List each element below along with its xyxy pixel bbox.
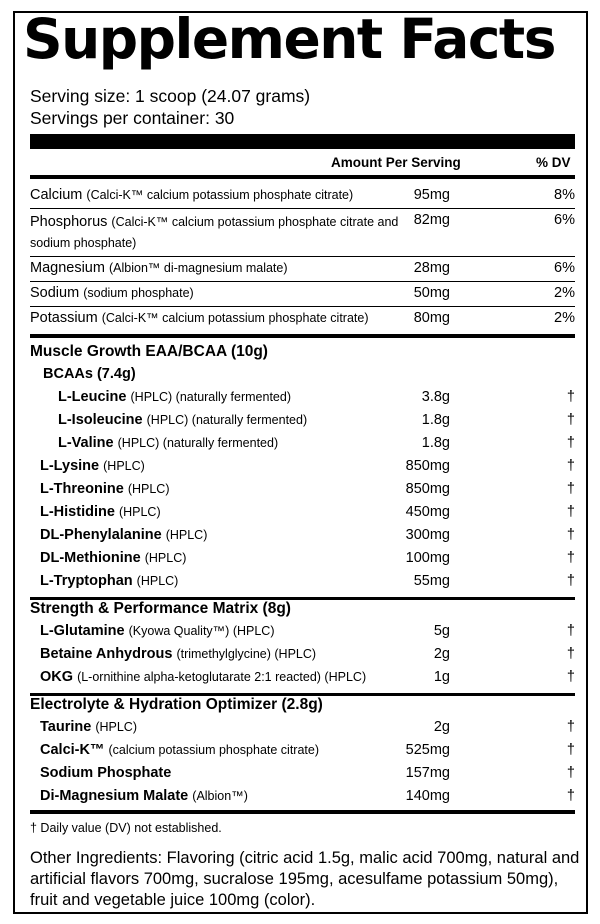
nutrient-dv: 8%	[554, 187, 575, 203]
nutrient-name: Phosphorus (Calci-K™ calcium potassium phosphate citrate and sodium phosphate)	[30, 214, 399, 250]
ingredient-name: L-Histidine (HPLC)	[40, 504, 161, 520]
ingredient-amount: 300mg	[405, 527, 450, 543]
nutrient-amount: 82mg	[413, 212, 450, 228]
ingredient-name: Calci-K™ (calcium potassium phosphate citrate)	[40, 742, 320, 758]
ingredient-name: Taurine (HPLC)	[40, 719, 137, 735]
ingredient-dv: †	[566, 765, 575, 781]
ingredient-name: Sodium Phosphate	[40, 765, 172, 781]
ingredient-dv: †	[566, 435, 575, 451]
ingredient-name: L-Lysine (HPLC)	[40, 458, 145, 474]
ingredient-name: L-Tryptophan (HPLC)	[40, 573, 179, 589]
row-divider	[30, 256, 575, 257]
ingredient-dv: †	[566, 646, 575, 662]
nutrient-amount: 80mg	[413, 310, 450, 326]
nutrient-amount: 95mg	[413, 187, 450, 203]
ingredient-name: Di-Magnesium Malate (Albion™)	[40, 788, 248, 804]
ingredient-amount: 157mg	[405, 765, 450, 781]
ingredient-name: OKG (L-ornithine alpha-ketoglutarate 2:1 reacted) (HPLC)	[40, 669, 367, 685]
ingredient-name: DL-Methionine (HPLC)	[40, 550, 187, 566]
ingredient-amount: 140mg	[405, 788, 450, 804]
section-title-eaa: Muscle Growth EAA/BCAA (10g)	[30, 343, 268, 360]
ingredient-dv: †	[566, 623, 575, 639]
ingredient-name: L-Isoleucine (HPLC) (naturally fermented)	[58, 412, 308, 428]
dv-header: % DV	[536, 155, 571, 170]
serving-size: Serving size: 1 scoop (24.07 grams)	[30, 86, 311, 106]
section-title-electrolyte: Electrolyte & Hydration Optimizer (2.8g)	[30, 696, 323, 713]
row-divider	[30, 208, 575, 209]
ingredient-dv: †	[566, 412, 575, 428]
ingredient-amount: 525mg	[405, 742, 450, 758]
thick-divider	[30, 134, 575, 149]
ingredient-amount: 1g	[433, 669, 450, 685]
nutrient-name: Potassium (Calci-K™ calcium potassium phosphate citrate)	[30, 310, 369, 326]
section-title-strength: Strength & Performance Matrix (8g)	[30, 600, 291, 617]
ingredient-dv: †	[566, 669, 575, 685]
ingredient-dv: †	[566, 788, 575, 804]
nutrient-name: Sodium (sodium phosphate)	[30, 285, 194, 301]
amount-per-serving-header: Amount Per Serving	[331, 155, 461, 170]
ingredient-dv: †	[566, 389, 575, 405]
nutrient-amount: 50mg	[413, 285, 450, 301]
ingredient-name: L-Leucine (HPLC) (naturally fermented)	[58, 389, 291, 405]
ingredient-amount: 1.8g	[421, 435, 450, 451]
bottom-divider	[30, 810, 575, 814]
ingredient-dv: †	[566, 527, 575, 543]
ingredient-dv: †	[566, 550, 575, 566]
nutrient-dv: 2%	[554, 285, 575, 301]
nutrient-dv: 2%	[554, 310, 575, 326]
ingredient-name: Betaine Anhydrous (trimethylglycine) (HPLC)	[40, 646, 317, 662]
bcaa-subtitle: BCAAs (7.4g)	[43, 366, 136, 382]
ingredient-amount: 5g	[433, 623, 450, 639]
ingredient-amount: 3.8g	[421, 389, 450, 405]
section-divider	[30, 334, 575, 338]
ingredient-amount: 55mg	[413, 573, 450, 589]
ingredient-dv: †	[566, 742, 575, 758]
ingredient-dv: †	[566, 481, 575, 497]
other-ingredients: Other Ingredients: Flavoring (citric acid 1.5g, malic acid 700mg, natural and artificial flavors 700mg, sucralose 195mg, acesulfame potassium 50mg), fruit and vegetable juice 100mg (color).	[30, 849, 580, 909]
nutrient-amount: 28mg	[413, 260, 450, 276]
ingredient-name: DL-Phenylalanine (HPLC)	[40, 527, 208, 543]
ingredient-name: L-Glutamine (Kyowa Quality™) (HPLC)	[40, 623, 275, 639]
nutrient-name: Calcium (Calci-K™ calcium potassium phosphate citrate)	[30, 187, 354, 203]
supplement-facts-panel	[13, 7, 588, 914]
medium-divider	[30, 175, 575, 179]
dv-footnote: † Daily value (DV) not established.	[30, 821, 222, 835]
row-divider	[30, 281, 575, 282]
ingredient-amount: 1.8g	[421, 412, 450, 428]
servings-per-container: Servings per container: 30	[30, 108, 235, 128]
nutrient-name: Magnesium (Albion™ di-magnesium malate)	[30, 260, 288, 276]
ingredient-amount: 2g	[433, 646, 450, 662]
row-divider	[30, 306, 575, 307]
ingredient-dv: †	[566, 458, 575, 474]
ingredient-amount: 100mg	[405, 550, 450, 566]
panel-title: Supplement Facts	[23, 7, 555, 71]
ingredient-amount: 450mg	[405, 504, 450, 520]
ingredient-dv: †	[566, 504, 575, 520]
ingredient-dv: †	[566, 719, 575, 735]
nutrient-dv: 6%	[554, 212, 575, 228]
ingredient-amount: 850mg	[405, 458, 450, 474]
ingredient-dv: †	[566, 573, 575, 589]
nutrient-dv: 6%	[554, 260, 575, 276]
ingredient-name: L-Valine (HPLC) (naturally fermented)	[58, 435, 279, 451]
ingredient-amount: 2g	[433, 719, 450, 735]
ingredient-name: L-Threonine (HPLC)	[40, 481, 170, 497]
ingredient-amount: 850mg	[405, 481, 450, 497]
